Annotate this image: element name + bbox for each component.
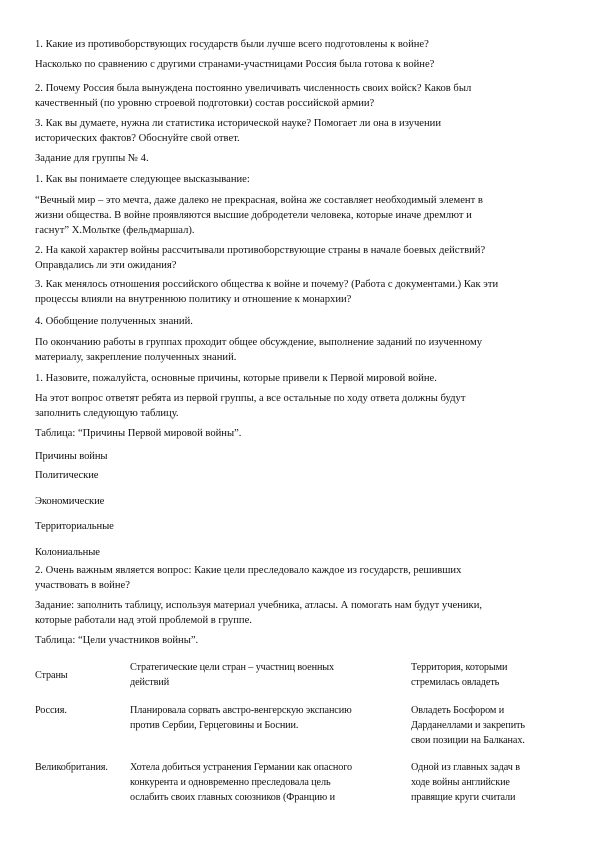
text-line: 2. На какой характер войны рассчитывали противоборствующие страны в начале боевых действий? (35, 245, 486, 256)
table-goals-title (35, 633, 550, 648)
text-line: Задание: заполнить таблицу, используя материал учебника, атласы. А помогать нам будут ученики, (35, 600, 483, 611)
text-line: Колониальные (35, 547, 100, 558)
ask-goals (35, 563, 550, 593)
text-line: Дарданеллами и закрепить (411, 720, 525, 731)
text-line: Великобритания. (35, 762, 108, 773)
moltke-quote (35, 193, 550, 238)
text-line: ходе войны английские (411, 777, 510, 788)
text-line: 4. Обобщение полученных знаний. (35, 316, 193, 327)
question-1-russia (35, 57, 550, 72)
text-line: гаснут” Х.Мольтке (фельдмаршал). (35, 225, 195, 236)
text-line: Территория, которыми (411, 662, 508, 673)
ask-causes (35, 371, 550, 386)
text-line: Одной из главных задач в (411, 762, 520, 773)
text-line: На этот вопрос ответят ребята из первой группы, а все остальные по ходу ответа должны будут (35, 393, 466, 404)
header-goals (130, 660, 334, 690)
row-russia-country (35, 703, 67, 718)
text-line: 1. Какие из противоборствующих государств были лучше всего подготовлены к войне? (35, 39, 429, 50)
question-3 (35, 116, 550, 146)
task-group-4-heading (35, 151, 550, 166)
header-territory (411, 660, 507, 690)
text-line: Насколько по сравнению с другими странами-участницами Россия была готова к войне? (35, 59, 435, 70)
group4-question-2 (35, 243, 550, 273)
text-line: свои позиции на Балканах. (411, 735, 525, 746)
causes-table-header (35, 449, 550, 464)
text-line: Территориальные (35, 521, 114, 532)
text-line: Задание для группы № 4. (35, 153, 149, 164)
text-line: 3. Как менялось отношения российского общества к войне и почему? (Работа с документами.) Как эти (35, 279, 499, 290)
text-line: участвовать в войне? (35, 580, 130, 591)
text-line: Россия. (35, 705, 67, 716)
question-2 (35, 81, 550, 111)
row-russia-territory (411, 703, 525, 748)
row-britain-goals (130, 760, 352, 805)
text-line: По окончанию работы в группах проходит общее обсуждение, выполнение заданий по изученному (35, 337, 482, 348)
text-line: качественный (по уровню строевой подготовки) состав российской армии? (35, 98, 375, 109)
text-line: жизни общества. В войне проявляются высшие добродетели человека, которые иначе дремлют и (35, 210, 472, 221)
section-4-summary (35, 314, 550, 329)
text-line: 2. Почему Россия была вынуждена постоянно увеличивать численность своих войск? Каков был (35, 83, 472, 94)
text-line: против Сербии, Герцеговины и Боснии. (130, 720, 299, 731)
cause-political (35, 468, 550, 483)
text-line: 2. Очень важным является вопрос: Какие цели преследовало каждое из государств, решивших (35, 565, 462, 576)
text-line: Экономические (35, 496, 105, 507)
row-britain-territory (411, 760, 520, 805)
text-line: процессы влияли на внутреннюю политику и отношение к монархии? (35, 294, 352, 305)
text-line: Хотела добиться устранения Германии как опасного (130, 762, 353, 773)
table-causes-title (35, 426, 550, 441)
cause-economic (35, 494, 550, 509)
text-line: стремилась овладеть (411, 677, 500, 688)
text-line: Таблица: “Цели участников войны”. (35, 635, 199, 646)
text-line: которые работали над этой проблемой в группе. (35, 615, 252, 626)
group4-question-3 (35, 277, 550, 307)
text-line: Таблица: “Причины Первой мировой войны”. (35, 428, 242, 439)
text-line: конкурента и одновременно преследовала цель (130, 777, 331, 788)
text-line: Страны (35, 670, 68, 681)
text-line: исторических фактов? Обоснуйте свой ответ. (35, 133, 240, 144)
text-line: 1. Как вы понимаете следующее высказывание: (35, 174, 250, 185)
text-line: “Вечный мир – это мечта, даже далеко не прекрасная, война же составляет необходимый элемент в (35, 195, 483, 206)
text-line: заполнить следующую таблицу. (35, 408, 179, 419)
text-line: Овладеть Босфором и (411, 705, 505, 716)
text-line: правящие круги считали (411, 792, 516, 803)
text-line: Причины войны (35, 451, 108, 462)
group4-question-1 (35, 172, 550, 187)
text-line: действий (130, 677, 170, 688)
question-1 (35, 37, 550, 52)
answer-group-1 (35, 391, 550, 421)
text-line: Планировала сорвать австро-венгерскую экспансию (130, 705, 352, 716)
text-line: Политические (35, 470, 99, 481)
text-line: ослабить своих главных союзников (Францию и (130, 792, 335, 803)
text-line: 1. Назовите, пожалуйста, основные причины, которые привели к Первой мировой войне. (35, 373, 437, 384)
text-line: Оправдались ли эти ожидания? (35, 260, 177, 271)
row-russia-goals (130, 703, 352, 733)
cause-colonial (35, 545, 550, 560)
task-fill-table (35, 598, 550, 628)
cause-territorial (35, 519, 550, 534)
after-group-work (35, 335, 550, 365)
text-line: материалу, закрепление полученных знаний. (35, 352, 237, 363)
text-line: Стратегические цели стран – участниц военных (130, 662, 335, 673)
header-countries (35, 668, 68, 683)
row-britain-country (35, 760, 108, 775)
text-line: 3. Как вы думаете, нужна ли статистика исторической науке? Помогает ли она в изучении (35, 118, 442, 129)
